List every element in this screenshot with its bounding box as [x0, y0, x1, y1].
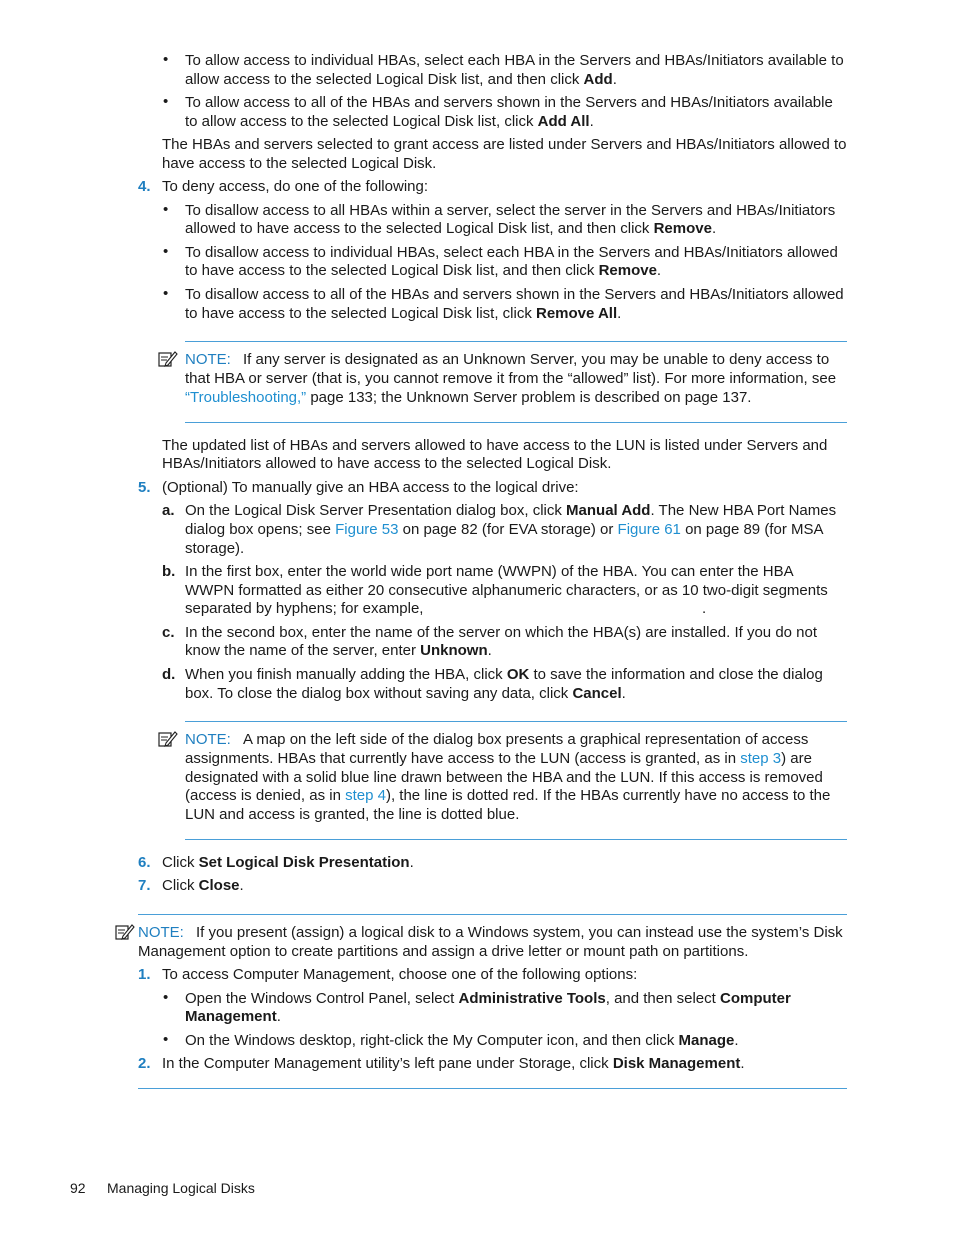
bold-ui-term: Administrative Tools	[458, 990, 606, 1007]
bold-ui-term: Add	[583, 71, 613, 88]
substep-b-line-3: separated by hyphens; for example,	[185, 600, 424, 617]
bold-ui-term: Management	[185, 1008, 277, 1025]
bold-ui-term: Manual Add	[566, 502, 651, 519]
note-rule-bottom	[185, 422, 847, 423]
substep-b-line-1: In the first box, enter the world wide port name (WWPN) of the HBA. You can enter the HBA	[185, 563, 794, 580]
step4-bullet-1-line-1: To disallow access to all HBAs within a server, select the server in the Servers and HBAs/Initiators	[185, 202, 836, 219]
bold-ui-term: Remove	[653, 220, 712, 237]
footer-section-title: Managing Logical Disks	[107, 1180, 255, 1196]
bullet-dot: •	[163, 285, 169, 302]
step3-tail-line-1: The HBAs and servers selected to grant access are listed under Servers and HBAs/Initiators allowed to	[162, 136, 847, 153]
after-note1-line-1: The updated list of HBAs and servers allowed to have access to the LUN is listed under Servers and	[162, 437, 828, 454]
note3-bullet-1-line-1: Open the Windows Control Panel, select Administrative Tools, and then select Computer	[185, 990, 791, 1007]
substep-d-line-2: box. To close the dialog box without saving any data, click Cancel.	[185, 685, 626, 702]
bullet-dot: •	[163, 201, 169, 218]
bullet-dot: •	[163, 1031, 169, 1048]
substep-c-line-2: know the name of the server, enter Unknown.	[185, 642, 492, 659]
note-rule-top	[138, 914, 847, 915]
step-number: 4.	[138, 178, 151, 195]
bold-ui-term: Remove All	[536, 305, 618, 322]
step-number: 1.	[138, 966, 151, 983]
note3-line-2: Management option to create partitions and assign a drive letter or mount path on partitions.	[138, 943, 749, 960]
step-number: 2.	[138, 1055, 151, 1072]
step4-bullet-2-line-2: to have access to the selected Logical Disk list, and then click Remove.	[185, 262, 662, 279]
step4-bullet-2-line-1: To disallow access to individual HBAs, select each HBA in the Servers and HBAs/Initiators allowed	[185, 244, 838, 261]
note3-line-1: If you present (assign) a logical disk to a Windows system, you can instead use the system’s Disk	[196, 924, 843, 941]
step4-bullet-1-line-2: allowed to have access to the selected Logical Disk list, and then click Remove.	[185, 220, 717, 237]
substep-d-line-1: When you finish manually adding the HBA, click OK to save the information and close the dialog	[185, 666, 823, 683]
cross-reference-link[interactable]: Figure 61	[617, 521, 681, 538]
cross-reference-link[interactable]: step 3	[740, 750, 782, 767]
step3-bullet-1-line-1: To allow access to individual HBAs, select each HBA in the Servers and HBAs/Initiators available to	[185, 52, 844, 69]
note-rule-bottom	[185, 839, 847, 840]
after-note1-line-2: HBAs/Initiators allowed to have access to the selected Logical Disk.	[162, 455, 612, 472]
step4-text: To deny access, do one of the following:	[162, 178, 429, 195]
step3-bullet-2-line-1: To allow access to all of the HBAs and servers shown in the Servers and HBAs/Initiators available	[185, 94, 833, 111]
bold-ui-term: Unknown	[420, 642, 488, 659]
note3-step1-text: To access Computer Management, choose one of the following options:	[162, 966, 638, 983]
substep-a-line-2: dialog box opens; see Figure 53 on page 82 (for EVA storage) or Figure 61 on page 89 (for MSA	[185, 521, 824, 538]
step-number: 7.	[138, 877, 151, 894]
note-pencil-icon	[115, 923, 135, 941]
substep-b-line-2: WWPN formatted as either 20 consecutive alphanumeric characters, or as 10 two-digit segments	[185, 582, 828, 599]
note-pencil-icon	[158, 350, 178, 368]
note1-line-1: If any server is designated as an Unknown Server, you may be unable to deny access to	[243, 351, 830, 368]
note-rule-top	[185, 341, 847, 342]
note3-step2-text: In the Computer Management utility’s left pane under Storage, click Disk Management.	[162, 1055, 745, 1072]
note2-line-1: A map on the left side of the dialog box presents a graphical representation of access	[243, 731, 809, 748]
bold-ui-term: Disk Management	[612, 1055, 741, 1072]
step6-text: Click Set Logical Disk Presentation.	[162, 854, 414, 871]
cross-reference-link[interactable]: step 4	[345, 787, 386, 804]
substep-a-line-3: storage).	[185, 540, 245, 557]
example-period: .	[702, 600, 707, 617]
bold-ui-term: Manage	[678, 1032, 735, 1049]
step4-bullet-3-line-1: To disallow access to all of the HBAs and servers shown in the Servers and HBAs/Initiators allowed	[185, 286, 844, 303]
step-number: 5.	[138, 479, 151, 496]
note-label: NOTE:	[185, 731, 231, 748]
step3-bullet-2-line-2: to allow access to the selected Logical Disk list, click Add All.	[185, 113, 594, 130]
step3-tail-line-2: have access to the selected Logical Disk.	[162, 155, 437, 172]
bullet-dot: •	[163, 243, 169, 260]
bullet-dot: •	[163, 93, 169, 110]
note2-line-5: LUN and access is granted, the line is dotted blue.	[185, 806, 520, 823]
cross-reference-link[interactable]: Figure 53	[335, 521, 399, 538]
note3-bullet-2-line-1: On the Windows desktop, right-click the My Computer icon, and then click Manage.	[185, 1032, 739, 1049]
substep-letter: d.	[162, 666, 176, 683]
bold-ui-term: OK	[506, 666, 530, 683]
note2-line-2: assignments. HBAs that currently have access to the LUN (access is granted, as in step 3) are	[185, 750, 812, 767]
bold-ui-term: Close	[198, 877, 240, 894]
note-label: NOTE:	[138, 924, 184, 941]
step4-bullet-3-line-2: to have access to the selected Logical Disk list, click Remove All.	[185, 305, 622, 322]
step7-text: Click Close.	[162, 877, 244, 894]
note1-line-3: “Troubleshooting,” page 133; the Unknown Server problem is described on page 137.	[185, 389, 752, 406]
page-number: 92	[70, 1180, 86, 1196]
substep-c-line-1: In the second box, enter the name of the server on which the HBA(s) are installed. If you do not	[185, 624, 818, 641]
bold-ui-term: Set Logical Disk Presentation	[198, 854, 410, 871]
substep-letter: a.	[162, 502, 175, 519]
note-rule-bottom	[138, 1088, 847, 1089]
bold-ui-term: Cancel	[572, 685, 622, 702]
step5-text: (Optional) To manually give an HBA access to the logical drive:	[162, 479, 579, 496]
substep-letter: c.	[162, 624, 175, 641]
note-pencil-icon	[158, 730, 178, 748]
note1-line-2: that HBA or server (that is, you cannot remove it from the “allowed” list). For more information, see	[185, 370, 837, 387]
step-number: 6.	[138, 854, 151, 871]
substep-letter: b.	[162, 563, 176, 580]
bold-ui-term: Add All	[537, 113, 590, 130]
cross-reference-link[interactable]: “Troubleshooting,”	[185, 389, 307, 406]
note3-bullet-1-line-2: Management.	[185, 1008, 281, 1025]
note2-line-3: designated with a solid blue line drawn between the HBA and the LUN. If this access is removed	[185, 769, 823, 786]
bold-ui-term: Remove	[598, 262, 657, 279]
bullet-dot: •	[163, 989, 169, 1006]
note2-line-4: (access is denied, as in step 4), the line is dotted red. If the HBAs currently have no access to the	[185, 787, 831, 804]
note-label: NOTE:	[185, 351, 231, 368]
bullet-dot: •	[163, 51, 169, 68]
bold-ui-term: Computer	[719, 990, 791, 1007]
step3-bullet-1-line-2: allow access to the selected Logical Disk list, and then click Add.	[185, 71, 617, 88]
substep-a-line-1: On the Logical Disk Server Presentation dialog box, click Manual Add. The New HBA Port Names	[185, 502, 837, 519]
note-rule-top	[185, 721, 847, 722]
